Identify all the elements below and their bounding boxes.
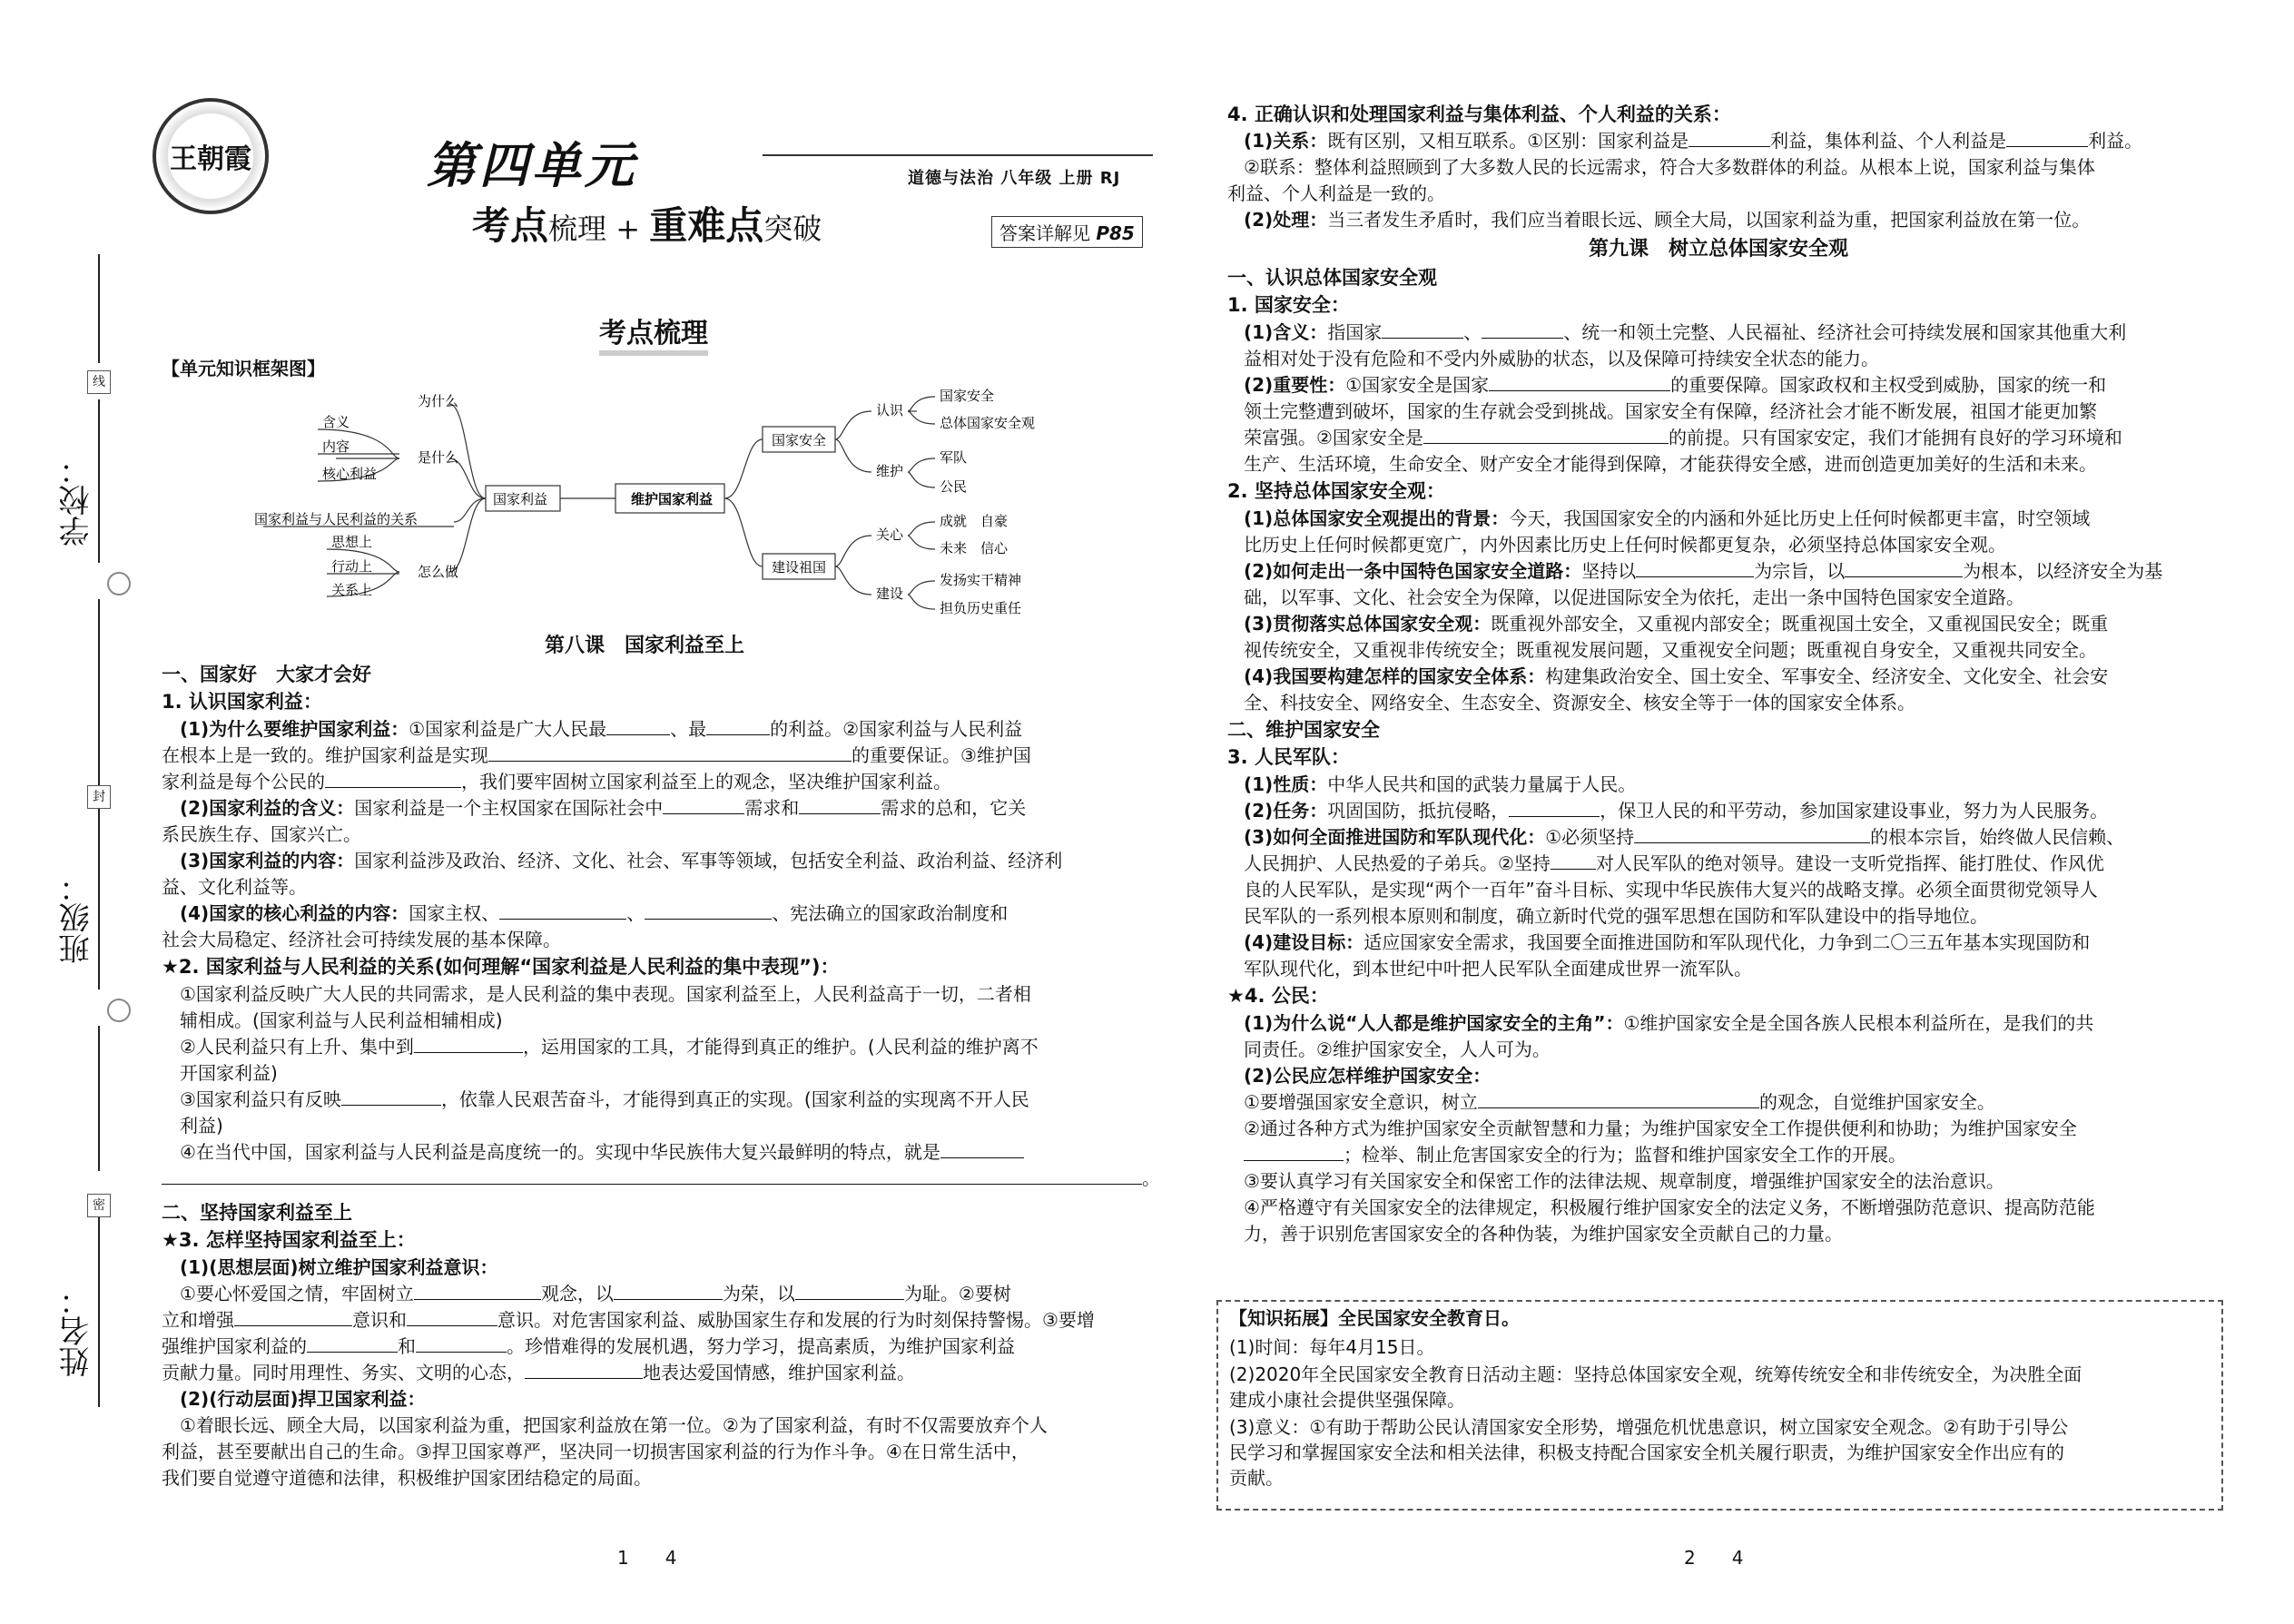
sub-heading: (4)建设目标： — [1244, 931, 1364, 953]
text-span: ①要增强国家安全意识，树立 — [1244, 1091, 1478, 1113]
subtitle-part: 突破 — [763, 212, 822, 246]
knowledge-expansion-box — [1216, 1300, 2223, 1511]
text-span: 、宪法确立的国家政治制度和 — [772, 902, 1009, 924]
fill-blank[interactable] — [162, 1166, 1142, 1185]
text-line — [162, 1307, 1095, 1334]
text-line — [1244, 772, 1636, 798]
text-line — [180, 716, 1022, 743]
mindmap-right-bottom: 建设祖国 — [772, 559, 827, 576]
text-span: 既重视外部安全，又重视内部安全；既重视国土安全，又重视国民安全；既重 — [1491, 613, 2109, 635]
text-span: 在根本上是一致的。维护国家利益是实现 — [162, 744, 488, 766]
fill-blank[interactable] — [606, 716, 670, 735]
sub-heading: (1)为什么说“人人都是维护国家安全的主角”： — [1244, 1012, 1624, 1034]
text-line: 力，善于识别危害国家安全的各种伪装，为维护国家安全贡献自己的力量。 — [1244, 1223, 1843, 1245]
text-span: 的根本宗旨，始终做人民信赖、 — [1870, 826, 2125, 848]
text-line: 利益，甚至要献出自己的生命。③捍卫国家尊严，坚决同一切损害国家利益的行为作斗争。④在日常生活中， — [162, 1441, 1029, 1462]
text-span: 当三者发生矛盾时，我们应当着眼长远、顾全大局，以国家利益为重，把国家利益放在第一位。 — [1327, 209, 2091, 231]
text-line — [162, 1334, 1015, 1360]
text-line: 生产、生活环境，生命安全、财产安全才能得到保障，才能获得安全感，进而创造更加美好的生活和未来。 — [1244, 453, 2097, 475]
fill-blank[interactable] — [799, 795, 881, 814]
text-line — [1244, 506, 2090, 532]
expansion-line: 建成小康社会提供坚强保障。 — [1229, 1389, 1465, 1411]
mindmap-what-item: 含义 — [322, 414, 350, 430]
mindmap-how: 怎么做 — [418, 564, 459, 580]
text-span: 意识。对危害国家利益、威胁国家生存和发展的行为时刻保持警惕。③要增 — [497, 1309, 1095, 1331]
header-divider — [763, 154, 1153, 156]
mindmap-know-item: 总体国家安全观 — [940, 415, 1036, 431]
sub-heading: (1)(思想层面)树立维护国家利益意识： — [180, 1256, 498, 1278]
mindmap-care: 关心 — [876, 527, 904, 543]
section-heading: 一、认识总体国家安全观 — [1227, 267, 1437, 289]
text-line — [1244, 1089, 1995, 1116]
text-span: 既有区别，又相互联系。①区别：国家利益是 — [1327, 130, 1689, 152]
subtitle-part: 梳理 + — [548, 212, 650, 246]
fill-blank[interactable] — [407, 1307, 497, 1326]
text-span: 意识和 — [352, 1309, 407, 1331]
text-line — [1244, 611, 2108, 637]
mindmap-left-branch: 国家利益 — [493, 491, 548, 507]
fill-blank[interactable] — [341, 1087, 441, 1106]
text-line — [1244, 128, 2142, 154]
text-span: 的前提。只有国家安定，我们才能拥有良好的学习环境和 — [1668, 427, 2122, 448]
text-span: 构建集政治安全、国土安全、军事安全、经济安全、文化安全、社会安 — [1545, 665, 2109, 687]
text-span: ，运用国家的工具，才能得到真正的维护。(人民利益的维护离不 — [522, 1036, 1039, 1058]
fill-blank[interactable] — [1423, 425, 1669, 444]
text-line — [1244, 425, 2122, 451]
text-span: ①要心怀爱国之情，牢固树立 — [180, 1283, 414, 1304]
sub-heading: (1)为什么要维护国家利益： — [180, 718, 409, 740]
text-span: ，依靠人民艰苦奋斗，才能得到真正的实现。(国家利益的实现离不开人民 — [440, 1088, 1029, 1110]
text-line — [1244, 1142, 1906, 1168]
text-span: ①国家利益是广大人民最 — [409, 718, 607, 740]
text-line: 开国家利益) — [180, 1062, 278, 1084]
text-line — [1244, 207, 2090, 233]
text-line: 益相对处于没有危险和不受内外威胁的状态，以及保障可持续安全状态的能力。 — [1244, 348, 1879, 369]
text-span: 的重要保证。③维护国 — [852, 744, 1031, 766]
lesson-8-title: 第八课 国家利益至上 — [545, 635, 745, 657]
expansion-line: (1)时间：每年4月15日。 — [1229, 1336, 1435, 1358]
sub-heading: (2)处理： — [1244, 209, 1328, 231]
class-label: 班级： — [59, 871, 95, 964]
fill-blank[interactable] — [614, 1281, 723, 1300]
fill-blank[interactable] — [525, 1360, 643, 1379]
fill-blank[interactable] — [645, 901, 772, 920]
mindmap-protect-item: 公民 — [940, 478, 968, 495]
section-title: 考点梳理 — [599, 310, 708, 356]
sub-heading: (1)含义： — [1244, 321, 1328, 343]
text-line — [1244, 664, 2108, 690]
sub-heading: (2)公民应怎样维护国家安全： — [1244, 1065, 1492, 1087]
fill-blank[interactable] — [1634, 824, 1870, 843]
fill-blank[interactable] — [795, 1281, 904, 1300]
margin-rule — [98, 254, 100, 363]
text-span: 的重要保障。国家政权和主权受到威胁，国家的统一和 — [1670, 374, 2107, 396]
binding-hole-icon — [107, 999, 131, 1022]
text-span: 为根本，以经济安全为基 — [1963, 560, 2163, 582]
seal-mark-seal: 封 — [87, 785, 111, 809]
sub-heading: (4)我国要构建怎样的国家安全体系： — [1244, 665, 1546, 687]
fill-blank[interactable] — [234, 1307, 352, 1326]
text-line — [180, 1281, 1011, 1307]
text-line: 军队现代化，到本世纪中叶把人民军队全面建成世界一流军队。 — [1244, 958, 1752, 979]
page-number: 1 4 — [617, 1547, 677, 1569]
text-span: 的利益。②国家利益与人民利益 — [770, 718, 1023, 740]
unit-title: 第四单元 — [427, 136, 637, 194]
text-line — [180, 1139, 1024, 1166]
fill-blank[interactable] — [1382, 320, 1463, 339]
binding-hole-icon — [107, 572, 131, 595]
text-line — [1244, 320, 2126, 346]
text-span: 需求和 — [744, 797, 800, 819]
section-heading: 二、维护国家安全 — [1227, 719, 1380, 741]
text-span: 立和增强 — [162, 1309, 234, 1331]
text-span: 国家利益是一个主权国家在国际社会中 — [354, 797, 664, 819]
text-line — [1244, 798, 2108, 824]
text-span: 、 — [1463, 321, 1482, 343]
answer-ref-prefix: 答案详解见 — [999, 222, 1090, 244]
answer-reference — [991, 216, 1143, 248]
sub-heading: (2)国家利益的含义： — [180, 797, 355, 819]
page-number: 2 4 — [1684, 1547, 1744, 1569]
text-span: 利益。 — [2088, 130, 2143, 152]
text-span: 为荣，以 — [722, 1283, 795, 1304]
name-label: 姓名： — [59, 1284, 95, 1377]
text-span: ，保卫人民的和平劳动，参加国家建设事业，努力为人民服务。 — [1600, 800, 2109, 822]
mindmap-how-item: 思想上 — [331, 534, 373, 550]
expansion-line: 贡献。 — [1229, 1467, 1284, 1489]
lesson-9-title: 第九课 树立总体国家安全观 — [1589, 238, 1849, 261]
text-span: ①维护国家安全是全国各族人民根本利益所在，是我们的共 — [1623, 1012, 2094, 1034]
mindmap-care-item: 成就 自豪 — [940, 513, 1009, 529]
text-span: 为耻。②要树 — [903, 1283, 1011, 1304]
text-line: 视传统安全，又重视非传统安全；既重视发展问题，又重视安全问题；既重视自身安全，又重视共同安全。 — [1244, 639, 2097, 661]
fill-blank[interactable] — [1478, 1089, 1759, 1108]
text-span: 坚持以 — [1581, 560, 1637, 582]
text-span: ①必须坚持 — [1545, 826, 1635, 848]
text-span: 国家利益涉及政治、经济、文化、社会、军事等领域，包括安全利益、政治利益、经济利 — [354, 850, 1063, 871]
fill-blank[interactable] — [1509, 798, 1600, 817]
fill-blank[interactable] — [307, 1334, 398, 1353]
fill-blank[interactable] — [1845, 558, 1963, 577]
text-span: ③国家利益只有反映 — [180, 1088, 341, 1110]
text-line — [180, 1034, 1039, 1060]
subtitle-part: 重难点 — [649, 203, 764, 248]
fill-blank[interactable] — [706, 716, 770, 735]
text-line: 辅相成。(国家利益与人民利益相辅相成) — [180, 1009, 503, 1031]
seal-mark-close: 密 — [87, 1194, 111, 1217]
sub-heading: (4)国家的核心利益的内容： — [180, 902, 409, 924]
margin-rule — [98, 1026, 100, 1171]
text-span: 适应国家安全需求，我国要全面推进国防和军队现代化，力争到二〇三五年基本实现国防和 — [1364, 931, 2091, 953]
text-line: ①着眼长远、顾全大局，以国家利益为重，把国家利益放在第一位。②为了国家利益，有时不仅需要放弃个人 — [180, 1414, 1048, 1436]
sub-heading: (1)总体国家安全观提出的背景： — [1244, 507, 1510, 529]
point-heading: ★4. 公民： — [1227, 985, 1329, 1007]
text-line — [162, 743, 1031, 769]
sub-heading: (1)性质： — [1244, 773, 1328, 795]
point-heading: ★3. 怎样坚持国家利益至上： — [162, 1229, 416, 1251]
fill-blank[interactable] — [488, 743, 852, 762]
point-heading: 1. 认识国家利益： — [162, 691, 322, 713]
text-span: 利益，集体利益、个人利益是 — [1770, 130, 2007, 152]
text-span: 。 — [1142, 1167, 1160, 1189]
fill-blank[interactable] — [663, 795, 744, 814]
fill-blank[interactable] — [940, 1139, 1024, 1158]
mindmap-right-top: 国家安全 — [772, 432, 827, 448]
text-span: 观念，以 — [540, 1283, 614, 1304]
fill-blank[interactable] — [1244, 1142, 1344, 1161]
mindmap-why: 为什么 — [418, 393, 459, 409]
sub-heading: (1)关系： — [1244, 130, 1328, 152]
sub-heading: (3)国家利益的内容： — [180, 850, 355, 871]
fill-blank[interactable] — [1689, 128, 1770, 147]
mindmap-how-item: 关系上 — [331, 582, 373, 598]
school-label: 学校： — [59, 454, 95, 546]
mindmap-what-item: 核心利益 — [322, 466, 378, 482]
text-line: 全、科技安全、网络安全、生态安全、资源安全、核安全等于一体的国家安全体系。 — [1244, 692, 1915, 714]
text-line: 民军队的一系列根本原则和制度，确立新时代党的强军思想在国防和军队建设中的指导地位。 — [1244, 905, 1988, 927]
mindmap-care-item: 未来 信心 — [940, 540, 1009, 556]
text-span: 强维护国家利益的 — [162, 1335, 307, 1357]
text-span: 中华人民共和国的武装力量属于人民。 — [1327, 773, 1637, 795]
text-span: ④在当代中国，国家利益与人民利益是高度统一的。实现中华民族伟大复兴最鲜明的特点，就是 — [180, 1141, 940, 1163]
text-line: ②联系：整体利益照顾到了大多数人民的长远需求，符合大多数群体的利益。从根本上说，国家利益与集体 — [1244, 156, 2095, 178]
text-line: ①国家利益反映广大人民的共同需求，是人民利益的集中表现。国家利益至上，人民利益高于一切，二者相 — [180, 983, 1031, 1005]
text-line — [180, 1087, 1029, 1113]
text-span: 指国家 — [1327, 321, 1383, 343]
text-line: ②通过各种方式为维护国家安全贡献智慧和力量；为维护国家安全工作提供便利和协助；为维护国家安全 — [1244, 1117, 2077, 1139]
brand-logo — [153, 98, 269, 214]
fill-blank[interactable] — [1489, 372, 1670, 391]
text-span: 和 — [398, 1335, 416, 1357]
mindmap-build-item: 发扬实干精神 — [940, 572, 1022, 588]
framework-label: 【单元知识框架图】 — [162, 358, 325, 379]
mindmap-what-item: 内容 — [322, 438, 350, 455]
text-line: 利益) — [180, 1115, 223, 1137]
text-line: 良的人民军队，是实现“两个一百年”奋斗目标、实现中华民族伟大复兴的战略支撑。必须全面贯彻党领导人 — [1244, 879, 2098, 901]
sub-heading: (3)如何全面推进国防和军队现代化： — [1244, 826, 1546, 848]
mindmap-know-item: 国家安全 — [940, 388, 995, 404]
fill-blank[interactable] — [1482, 320, 1563, 339]
expansion-line: (2)2020年全民国家安全教育日活动主题：坚持总体国家安全观，统筹传统安全和非传统安全，为决胜全面 — [1229, 1363, 2082, 1385]
text-line: 础，以军事、文化、社会安全为保障，以促进国际安全为依托，走出一条中国特色国家安全道路。 — [1244, 586, 2024, 608]
point-heading: ★2. 国家利益与人民利益的关系(如何理解“国家利益是人民利益的集中表现”)： — [162, 956, 840, 978]
text-line — [180, 795, 1026, 822]
point-heading: 2. 坚持总体国家安全观： — [1227, 480, 1445, 502]
mindmap-center: 维护国家利益 — [631, 491, 714, 507]
text-line: ③要认真学习有关国家安全和保密工作的法律法规、规章制度，增强维护国家安全的法治意识。 — [1244, 1170, 2004, 1192]
fill-blank[interactable] — [2006, 128, 2088, 147]
text-line — [1244, 824, 2124, 851]
text-line — [162, 1166, 1160, 1192]
expansion-title: 【知识拓展】全民国家安全教育日。 — [1229, 1307, 1520, 1329]
text-line — [162, 1360, 915, 1386]
sub-heading: (2)(行动层面)捍卫国家利益： — [180, 1388, 426, 1410]
text-line — [1244, 930, 2090, 956]
seal-mark-line: 线 — [87, 370, 111, 394]
text-span: 为宗旨，以 — [1754, 560, 1846, 582]
fill-blank[interactable] — [499, 901, 626, 920]
subject-line: 道德与法治 八年级 上册 RJ — [908, 169, 1121, 188]
sub-heading: (2)重要性： — [1244, 374, 1346, 396]
text-line: 益、文化利益等。 — [162, 876, 307, 898]
mindmap-build: 建设 — [876, 586, 904, 602]
mindmap-know: 认识 — [876, 402, 904, 418]
mindmap-protect: 维护 — [876, 463, 904, 479]
mindmap-how-item: 行动上 — [331, 558, 373, 575]
point-heading: 3. 人民军队： — [1227, 746, 1350, 768]
logo-text: 王朝霞 — [170, 143, 251, 175]
fill-blank[interactable] — [1636, 558, 1754, 577]
mindmap-what: 是什么 — [418, 449, 459, 466]
text-line — [162, 769, 951, 795]
section-heading: 二、坚持国家利益至上 — [162, 1202, 352, 1224]
section-heading: 一、国家好 大家才会好 — [162, 664, 371, 685]
subtitle-part: 考点 — [472, 203, 549, 248]
sub-heading: (3)贯彻落实总体国家安全观： — [1244, 613, 1492, 635]
text-span: 对人民军队的绝对领导。建设一支听党指挥、能打胜仗、作风优 — [1595, 852, 2104, 874]
text-span: 地表达爱国情感，维护国家利益。 — [643, 1362, 915, 1383]
text-span: 巩固国防，抵抗侵略， — [1327, 800, 1510, 822]
text-span: 贡献力量。同时用理性、务实、文明的心态， — [162, 1362, 525, 1383]
fill-blank[interactable] — [325, 769, 461, 788]
text-span: 家利益是每个公民的 — [162, 771, 325, 792]
text-span: 、 — [626, 902, 645, 924]
text-line: 比历史上任何时候都更宽广，内外因素比历史上任何时候都更复杂，必须坚持总体国家安全观。 — [1244, 534, 2006, 556]
mindmap-relation: 国家利益与人民利益的关系 — [254, 511, 418, 527]
expansion-line: (3)意义：①有助于帮助公民认清国家安全形势，增强危机忧患意识，树立国家安全观念。②有助于引导公 — [1229, 1416, 2069, 1438]
fill-blank[interactable] — [1551, 851, 1596, 870]
text-line: 社会大局稳定、经济社会可持续发展的基本保障。 — [162, 929, 561, 950]
text-span: 今天，我国国家安全的内涵和外延比历史上任何时候都更丰富，时空领域 — [1509, 507, 2091, 529]
text-span: 国家主权、 — [409, 902, 500, 924]
text-span: ，我们要牢固树立国家利益至上的观念，坚决维护国家利益。 — [461, 771, 951, 792]
text-line: ④严格遵守有关国家安全的法律规定，积极履行维护国家安全的法定义务，不断增强防范意识、提高防范能 — [1244, 1196, 2095, 1218]
text-line — [180, 901, 1008, 927]
fill-blank[interactable] — [414, 1281, 541, 1300]
text-line — [1244, 1010, 2093, 1037]
text-line — [180, 848, 1062, 874]
binding-margin — [0, 0, 154, 1624]
text-line: 我们要自觉遵守道德和法律，积极维护国家团结稳定的局面。 — [162, 1467, 652, 1489]
text-line: 系民族生存、国家兴亡。 — [162, 823, 361, 845]
mindmap-build-item: 担负历史重任 — [940, 600, 1022, 616]
answer-ref-page: P85 — [1096, 222, 1135, 244]
fill-blank[interactable] — [416, 1334, 507, 1353]
text-line — [1244, 558, 2162, 585]
text-span: 、统一和领土完整、人民福祉、经济社会可持续发展和国家其他重大利 — [1563, 321, 2127, 343]
text-span: 需求的总和，它关 — [881, 797, 1027, 819]
knowledge-mindmap — [245, 386, 1062, 631]
point-heading: 4. 正确认识和处理国家利益与集体利益、个人利益的关系： — [1227, 103, 1731, 125]
unit-subtitle — [472, 196, 822, 251]
text-span: ①国家安全是国家 — [1345, 374, 1490, 396]
text-line: 领土完整遭到破坏，国家的生存就会受到挑战。国家安全有保障，经济社会才能不断发展，祖国才能更加繁 — [1244, 400, 2097, 422]
text-line — [1244, 372, 2106, 399]
text-span: 荣富强。②国家安全是 — [1244, 427, 1423, 448]
text-span: 的观念，自觉维护国家安全。 — [1758, 1091, 1995, 1113]
sub-heading: (2)如何走出一条中国特色国家安全道路： — [1244, 560, 1582, 582]
text-span: ；检举、制止危害国家安全的行为；监督和维护国家安全工作的开展。 — [1344, 1144, 1906, 1166]
text-span: 人民拥护、人民热爱的子弟兵。②坚持 — [1244, 852, 1551, 874]
text-span: 。珍惜难得的发展机遇，努力学习，提高素质，为维护国家利益 — [507, 1335, 1015, 1357]
fill-blank[interactable] — [414, 1034, 523, 1053]
text-line: 同责任。②维护国家安全，人人可为。 — [1244, 1038, 1551, 1060]
text-line: 利益、个人利益是一致的。 — [1227, 182, 1445, 204]
sub-heading: (2)任务： — [1244, 800, 1328, 822]
text-span: ②人民利益只有上升、集中到 — [180, 1036, 414, 1058]
point-heading: 1. 国家安全： — [1227, 294, 1350, 316]
expansion-line: 民学习和掌握国家安全法和相关法律，积极支持配合国家安全机关履行职责，为维护国家安全作出应有的 — [1229, 1442, 2064, 1463]
text-line — [1244, 851, 2104, 877]
text-span: 、最 — [670, 718, 707, 740]
mindmap-protect-item: 军队 — [940, 449, 968, 466]
